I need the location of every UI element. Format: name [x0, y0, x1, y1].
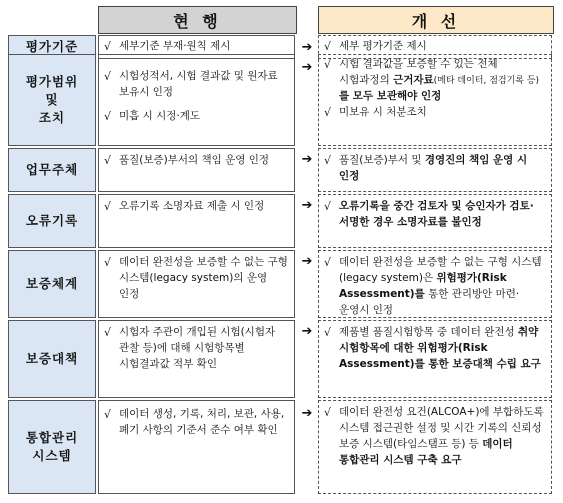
- item-text-bold: 근거자료: [393, 73, 434, 86]
- improved-item: [324, 255, 546, 319]
- improved-item: [324, 105, 546, 122]
- row-label: [8, 320, 96, 398]
- label-line: 오류기록: [25, 212, 79, 228]
- current-item: [104, 407, 289, 439]
- check-icon: √: [104, 40, 112, 53]
- item-text: 품질(보증)부서의 책임 운영 인정: [119, 154, 270, 166]
- item-text-bold: 취약 시험항목에 대한 위험평가(Risk Assessment)를 통한 보증대책 수립 요구: [339, 326, 541, 370]
- header-improved: 개 선: [318, 6, 554, 34]
- item-text: 미흡 시 시정·계도: [119, 109, 201, 122]
- label-line: 평가범위: [25, 73, 79, 89]
- label-line: 보증대책: [25, 350, 79, 366]
- improved-cell: [318, 250, 552, 318]
- current-cell: [98, 194, 295, 248]
- item-text-small: (메타 데이터, 점검기록 등): [433, 75, 540, 86]
- improved-item: [324, 405, 546, 469]
- current-item: [104, 69, 289, 101]
- row-error-records: [0, 194, 563, 248]
- row-label: [8, 400, 96, 494]
- label-line: 및: [45, 91, 59, 107]
- check-icon: √: [324, 154, 332, 167]
- improved-cell: [318, 194, 552, 248]
- label-line: 보증체계: [25, 275, 79, 291]
- arrow-icon: ➔: [301, 198, 313, 213]
- item-text: 시험자 주관이 개입된 시험(시험자 관찰 등)에 대해 시험항목별 시험결과값 적부 확인: [119, 326, 276, 370]
- check-icon: √: [104, 200, 112, 213]
- row-assurance-system: [0, 250, 563, 318]
- item-text: 세부기준 부재·원칙 제시: [119, 40, 231, 52]
- row-label: [8, 54, 96, 146]
- arrow-icon: ➔: [301, 60, 313, 75]
- item-text-bold: 데이터 통합관리 시스템 구축 요구: [339, 437, 513, 466]
- item-text: 품질(보증)부서 및: [339, 154, 425, 166]
- item-text: 시험 결과값을 보증할 수 있는 전체 시험과정의: [339, 58, 498, 86]
- item-text-bold: 를 모두 보관해야 인정: [339, 89, 442, 102]
- check-icon: √: [324, 40, 332, 53]
- item-text-bold: 오류기록을 중간 검토자 및 승인자가 검토·서명한 경우 소명자료를 불인정: [339, 200, 534, 228]
- item-text: 제품별 품질시험항목 중 데이터 완전성: [339, 326, 518, 338]
- row-label: [8, 194, 96, 248]
- current-item: [104, 153, 289, 170]
- item-text: 데이터 완전성을 보증할 수 없는 구형 시스템(legacy system)의 운영 인정: [119, 256, 288, 300]
- header-current: 현 행: [98, 6, 297, 34]
- arrow-icon: ➔: [301, 324, 313, 339]
- label-line: 시스템: [32, 448, 72, 463]
- item-text: 세부 평가기준 제시: [339, 40, 427, 52]
- current-item: [104, 325, 289, 373]
- item-text: 미보유 시 처분조치: [339, 105, 427, 118]
- current-cell: [98, 148, 295, 192]
- improved-item: [324, 325, 546, 373]
- row-evaluation-scope: [0, 54, 563, 146]
- label-line: 통합관리: [25, 429, 79, 445]
- improved-cell: [318, 400, 552, 494]
- current-item: [104, 255, 289, 303]
- item-text: 오류기록 소명자료 제출 시 인정: [119, 200, 265, 212]
- check-icon: √: [324, 406, 332, 419]
- check-icon: √: [104, 109, 112, 123]
- check-icon: √: [324, 105, 332, 119]
- current-cell: [98, 54, 295, 146]
- check-icon: √: [324, 256, 332, 269]
- row-label: [8, 250, 96, 318]
- improved-item: [324, 57, 546, 105]
- check-icon: √: [104, 408, 112, 421]
- current-item: [104, 199, 289, 216]
- current-cell: [98, 320, 295, 398]
- item-text: 통한 관리방안 마련·운영시 인정: [339, 287, 520, 316]
- row-label: [8, 148, 96, 192]
- current-item: [104, 109, 289, 126]
- current-cell: [98, 250, 295, 318]
- arrow-icon: ➔: [301, 406, 313, 421]
- check-icon: √: [324, 326, 332, 339]
- item-text-bold: 경영진의 책임 운영 시 인정: [339, 154, 528, 182]
- check-icon: √: [104, 326, 112, 339]
- check-icon: √: [104, 154, 112, 167]
- item-text-bold: 위험평가(Risk Assessment)를: [339, 271, 507, 300]
- row-responsible-party: [0, 148, 563, 192]
- item-text: 시험성적서, 시험 결과값 및 원자료 보유시 인정: [119, 70, 278, 98]
- arrow-icon: ➔: [301, 152, 313, 167]
- arrow-icon: ➔: [301, 254, 313, 269]
- item-text: 데이터 완전성 요건(ALCOA+)에 부합하도록 시스템 접근권한 설정 및 시간 기록의 신뢰성 보증 시스템(타임스탬프 등) 등: [339, 406, 544, 450]
- improved-item: [324, 199, 546, 231]
- improved-cell: [318, 148, 552, 192]
- check-icon: √: [324, 58, 332, 71]
- check-icon: √: [324, 200, 332, 213]
- check-icon: √: [104, 70, 112, 83]
- improved-cell: [318, 54, 552, 146]
- arrow-icon: ➔: [301, 40, 313, 55]
- item-text: 데이터 완전성을 보증할 수 없는 구형 시스템(legacy system)은: [339, 256, 542, 284]
- label-line: 평가기준: [25, 38, 79, 54]
- label-line: 조치: [38, 110, 66, 126]
- row-assurance-measures: [0, 320, 563, 398]
- label-line: 업무주체: [25, 161, 79, 177]
- current-cell: [98, 400, 295, 494]
- row-integrated-management: [0, 400, 563, 494]
- item-text: 데이터 생성, 기록, 처리, 보관, 사용, 폐기 사항의 기준서 준수 여부 확인: [119, 408, 285, 436]
- check-icon: √: [104, 256, 112, 269]
- improved-item: [324, 153, 546, 185]
- improved-cell: [318, 320, 552, 398]
